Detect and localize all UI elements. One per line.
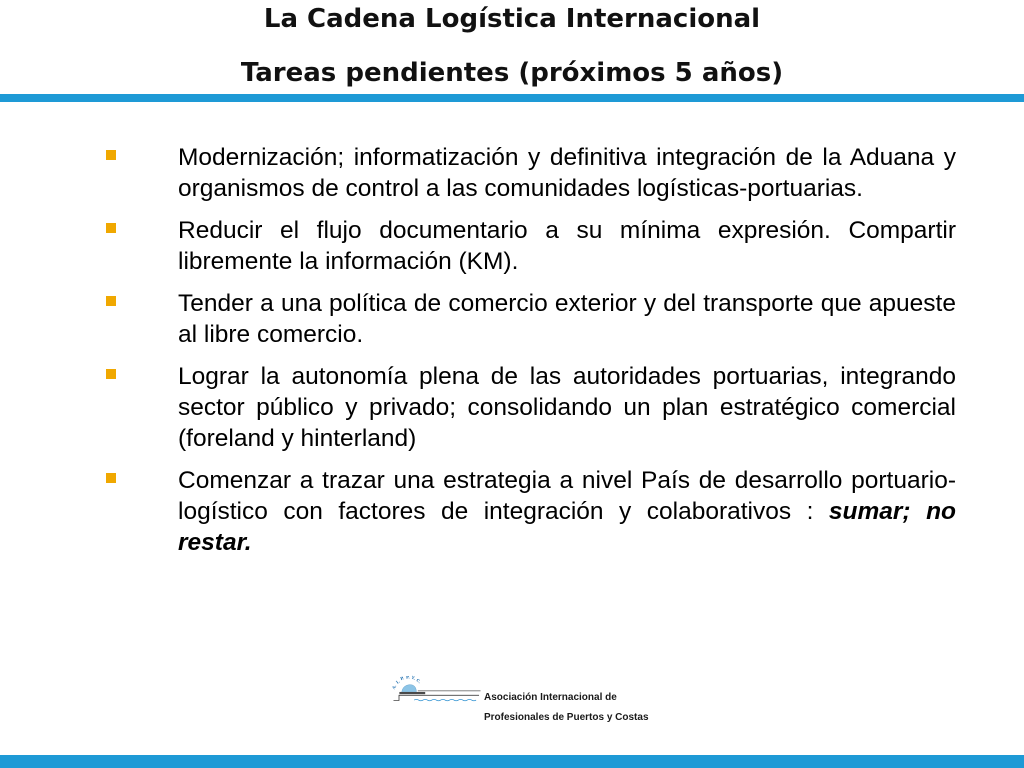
bullet-square-icon — [106, 150, 116, 160]
bullet-text: Tender a una política de comercio exterior y del transporte que apueste al libre comercio. — [178, 290, 956, 348]
bullet-item — [104, 142, 956, 204]
bullet-emphasis: sumar; no restar. — [178, 498, 956, 556]
svg-text:P.: P. — [406, 674, 410, 680]
bullet-item — [104, 361, 956, 454]
slide-title: La Cadena Logística Internacional — [263, 4, 761, 34]
svg-text:I.: I. — [394, 678, 401, 685]
bullet-item — [104, 215, 956, 277]
footer-bar — [0, 755, 1024, 768]
bullet-item — [104, 288, 956, 350]
logo-text-line2: Profesionales de Puertos y Costas — [484, 712, 649, 723]
bullet-text: Reducir el flujo documentario a su mínima expresión. Compartir libremente la información (KM). — [178, 217, 956, 275]
bullet-square-icon — [106, 223, 116, 233]
bullet-text: Comenzar a trazar una estrategia a nivel País de desarrollo portuario-logístico con factores de integración y colaborativos : — [178, 467, 956, 525]
bullet-square-icon — [106, 369, 116, 379]
bullet-square-icon — [106, 473, 116, 483]
port-logo-icon — [392, 668, 482, 710]
bullet-list — [104, 142, 956, 569]
aippyc-logo — [390, 668, 649, 740]
bullet-text: Lograr la autonomía plena de las autoridades portuarias, integrando sector público y privado; consolidando un plan estratégico comercial (foreland y hinterland) — [178, 363, 956, 452]
bullet-text: Modernización; informatización y definitiva integración de la Aduana y organismos de control a las comunidades logísticas-portuarias. — [178, 144, 956, 202]
logo-text-line1: Asociación Internacional de — [484, 692, 617, 703]
svg-text:A.: A. — [390, 683, 398, 691]
bullet-square-icon — [106, 296, 116, 306]
svg-text:C.: C. — [415, 677, 423, 685]
header-divider-bar — [0, 94, 1024, 102]
slide-subtitle: Tareas pendientes (próximos 5 años) — [240, 58, 784, 88]
svg-text:P.: P. — [399, 675, 405, 682]
bullet-item — [104, 465, 956, 558]
svg-text:Y.: Y. — [410, 674, 417, 681]
